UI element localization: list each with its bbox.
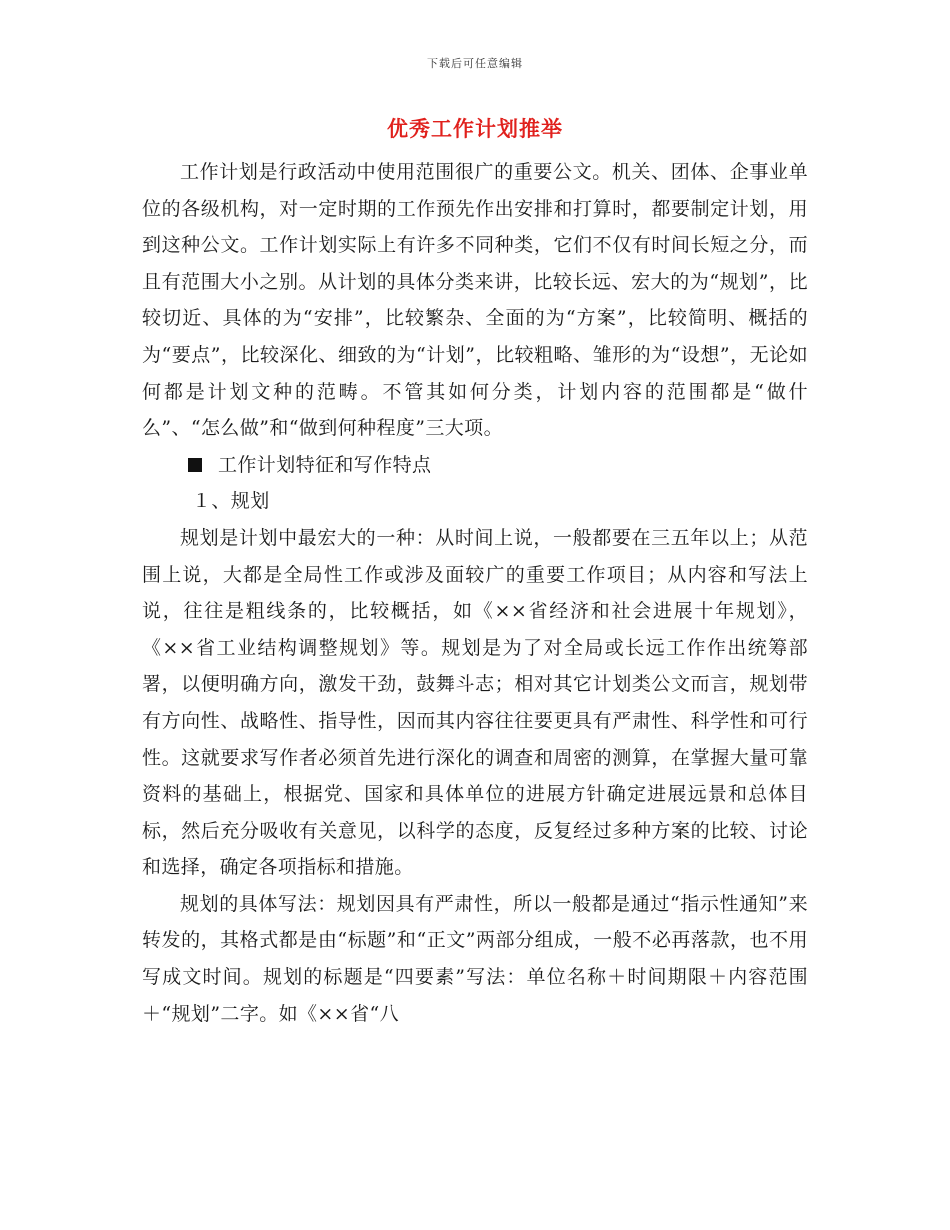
intro-paragraph: 工作计划是行政活动中使用范围很广的重要公文。机关、团体、企事业单位的各级机构，对一定时期的工作预先作出安排和打算时，都要制定计划，用到这种公文。工作计划实际上有许多不同种类，它们不仅有时间长短之分，而且有范围大小之别。从计划的具体分类来讲，比较长远、宏大的为“规划”，比较切近、具体的为“安排”，比较繁杂、全面的为“方案”，比较简明、概括的为“要点”，比较深化、细致的为“计划”，比较粗略、雏形的为“设想”，无论如何都是计划文种的范畴。不管其如何分类，计划内容的范围都是“做什么”、“怎么做”和“做到何种程度”三大项。 xyxy=(142,161,808,440)
black-square-bullet-icon xyxy=(188,458,202,472)
planning-writing-paragraph: 规划的具体写法：规划因具有严肃性，所以一般都是通过“指示性通知”来转发的，其格式都是由“标题”和“正文”两部分组成，一般不必再落款，也不用写成文时间。规划的标题是“四要素”写法：单位名称＋时间期限＋内容范围＋“规划”二字。如《××省“八 xyxy=(142,892,808,1025)
document-body xyxy=(142,154,808,1032)
page-header-note: 下载后可任意编辑 xyxy=(427,57,523,70)
section-heading xyxy=(142,447,808,484)
document-title: 优秀工作计划推举 xyxy=(387,116,563,141)
planning-paragraph: 规划是计划中最宏大的一种：从时间上说，一般都要在三五年以上；从范围上说，大都是全局性工作或涉及面较广的重要工作项目；从内容和写法上说，往往是粗线条的，比较概括，如《××省经济和社会进展十年规划》，《××省工业结构调整规划》等。规划是为了对全局或长远工作作出统筹部署，以便明确方向，激发干劲，鼓舞斗志；相对其它计划类公文而言，规划带有方向性、战略性、指导性，因而其内容往往要更具有严肃性、科学性和可行性。这就要求写作者必须首先进行深化的调查和周密的测算，在掌握大量可靠资料的基础上，根据党、国家和具体单位的进展方针确定进展远景和总体目标，然后充分吸收有关意见，以科学的态度，反复经过多种方案的比较、讨论和选择，确定各项指标和措施。 xyxy=(142,526,808,879)
sub-heading-planning: １、规划 xyxy=(192,490,270,513)
section-heading-text: 工作计划特征和写作特点 xyxy=(218,453,432,476)
